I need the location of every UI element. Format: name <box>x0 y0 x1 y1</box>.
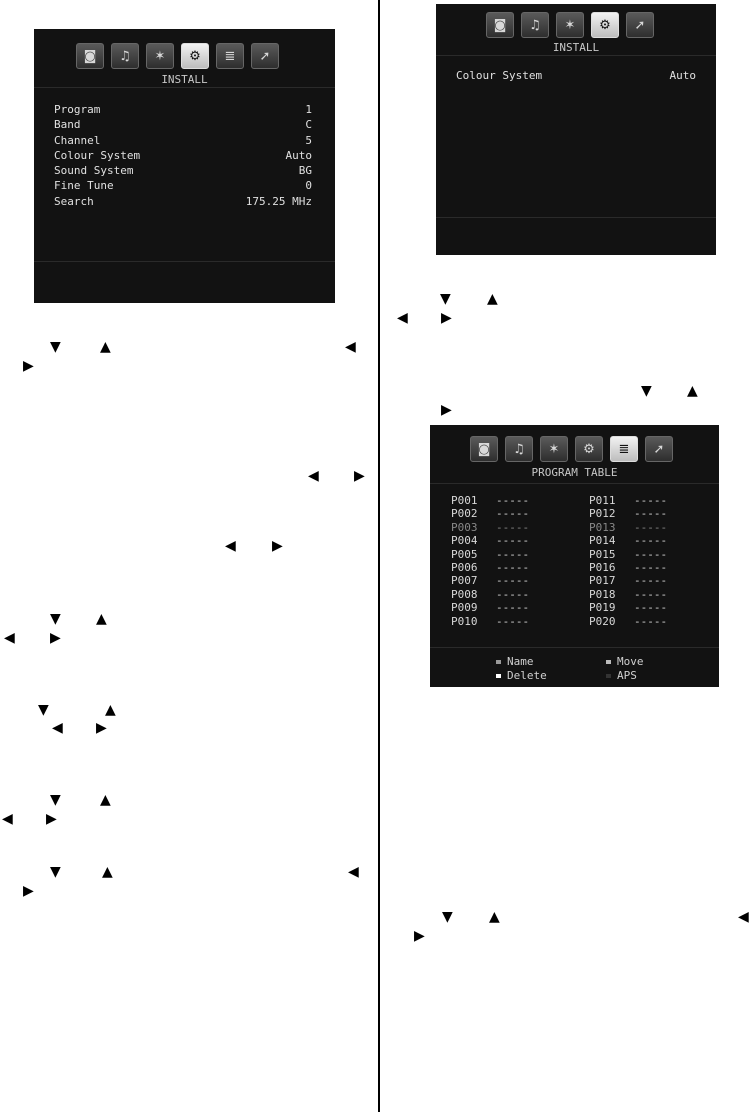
program-name: ----- <box>634 507 668 521</box>
program-number: P001 <box>451 494 478 507</box>
source-icon[interactable]: ➚ <box>645 436 673 462</box>
program-number: P019 <box>589 601 616 615</box>
menu-title: INSTALL <box>552 41 600 54</box>
color-key-legend <box>430 425 719 687</box>
setting-label: Band <box>54 118 81 132</box>
program-number: P011 <box>589 494 616 507</box>
install-icon[interactable]: ⚙ <box>575 436 603 462</box>
setting-row-search[interactable] <box>54 194 312 209</box>
down-arrow-icon: ▼ <box>50 611 61 627</box>
feature-icon[interactable]: ✶ <box>146 43 174 69</box>
setting-row-sound-system[interactable] <box>54 163 312 178</box>
left-arrow-icon: ◀ <box>397 310 408 326</box>
source-icon[interactable]: ➚ <box>251 43 279 69</box>
right-arrow-icon: ▶ <box>23 358 34 374</box>
setting-label: Sound System <box>54 164 134 178</box>
setting-row-colour-system[interactable] <box>456 68 696 83</box>
up-arrow-icon: ▲ <box>105 702 116 718</box>
up-arrow-icon: ▲ <box>96 611 107 627</box>
right-arrow-icon: ▶ <box>96 720 107 736</box>
down-arrow-icon: ▼ <box>50 339 61 355</box>
menu-separator <box>34 87 335 88</box>
legend-aps[interactable] <box>606 669 637 682</box>
program-name: ----- <box>496 520 530 534</box>
legend-delete[interactable] <box>496 669 547 682</box>
left-arrow-icon: ◀ <box>225 538 236 554</box>
right-arrow-icon: ▶ <box>441 310 452 326</box>
setting-value: Auto <box>285 148 312 162</box>
legend-delete-label: Delete <box>507 669 547 682</box>
setting-value: 0 <box>305 179 312 193</box>
down-arrow-icon: ▼ <box>50 792 61 808</box>
picture-icon[interactable]: ◙ <box>76 43 104 69</box>
program-number: P016 <box>589 560 616 574</box>
program-name: ----- <box>634 587 668 601</box>
setting-value: Auto <box>669 69 696 82</box>
setting-value: 175.25 MHz <box>245 194 312 208</box>
picture-icon[interactable]: ◙ <box>470 436 498 462</box>
program-name: ----- <box>634 494 668 507</box>
down-arrow-icon: ▼ <box>442 909 453 925</box>
menu-icon-bar <box>486 12 654 38</box>
left-arrow-icon: ◀ <box>52 720 63 736</box>
program-number: P006 <box>451 560 478 574</box>
setting-row-program[interactable] <box>54 102 312 117</box>
legend-move[interactable] <box>606 655 644 668</box>
legend-move-label: Move <box>617 655 644 668</box>
setting-value: C <box>305 118 312 132</box>
setting-label: Fine Tune <box>54 179 114 193</box>
down-arrow-icon: ▼ <box>641 383 652 399</box>
setting-value: 1 <box>305 103 312 116</box>
source-icon[interactable]: ➚ <box>626 12 654 38</box>
setting-row-fine-tune[interactable] <box>54 178 312 193</box>
program-name: ----- <box>634 547 668 561</box>
setting-value: BG <box>298 164 312 178</box>
install-settings-list <box>456 68 696 83</box>
right-arrow-icon: ▶ <box>50 630 61 646</box>
program-number: P008 <box>451 587 478 601</box>
sound-icon[interactable]: ♫ <box>505 436 533 462</box>
setting-row-band[interactable] <box>54 117 312 132</box>
feature-icon[interactable]: ✶ <box>540 436 568 462</box>
right-arrow-icon: ▶ <box>441 402 452 418</box>
setting-label: Colour System <box>456 69 543 82</box>
up-arrow-icon: ▲ <box>489 909 500 925</box>
down-arrow-icon: ▼ <box>440 291 451 307</box>
right-arrow-icon: ▶ <box>23 883 34 899</box>
program-number: P007 <box>451 574 478 588</box>
right-arrow-icon: ▶ <box>46 811 57 827</box>
program-number: P005 <box>451 547 478 561</box>
menu-title: INSTALL <box>161 73 208 86</box>
program-number: P020 <box>589 614 616 628</box>
install-colour-screen <box>436 4 716 255</box>
up-arrow-icon: ▲ <box>102 864 113 880</box>
program-name: ----- <box>496 587 530 601</box>
left-arrow-icon: ◀ <box>345 339 356 355</box>
setting-label: Channel <box>54 133 101 147</box>
program-table-icon[interactable]: ≣ <box>610 436 638 462</box>
program-name: ----- <box>634 574 668 588</box>
setting-row-colour-system[interactable] <box>54 148 312 163</box>
program-number: P012 <box>589 507 616 521</box>
install-settings-list <box>54 102 312 209</box>
legend-name-label: Name <box>507 655 534 668</box>
right-arrow-icon: ▶ <box>272 538 283 554</box>
down-arrow-icon: ▼ <box>38 702 49 718</box>
program-table-icon[interactable]: ≣ <box>216 43 244 69</box>
picture-icon[interactable]: ◙ <box>486 12 514 38</box>
left-arrow-icon: ◀ <box>2 811 13 827</box>
program-number: P015 <box>589 547 616 561</box>
sound-icon[interactable]: ♫ <box>111 43 139 69</box>
program-name: ----- <box>496 547 530 561</box>
program-name: ----- <box>496 507 530 521</box>
program-number: P017 <box>589 574 616 588</box>
program-number: P018 <box>589 587 616 601</box>
program-name: ----- <box>496 601 530 615</box>
legend-aps-label: APS <box>617 669 637 682</box>
up-arrow-icon: ▲ <box>100 339 111 355</box>
menu-icon-bar <box>76 43 279 69</box>
up-arrow-icon: ▲ <box>487 291 498 307</box>
install-icon[interactable]: ⚙ <box>591 12 619 38</box>
program-name: ----- <box>496 534 530 548</box>
program-name: ----- <box>496 614 530 628</box>
right-arrow-icon: ▶ <box>414 928 425 944</box>
left-arrow-icon: ◀ <box>308 468 319 484</box>
program-name: ----- <box>634 560 668 574</box>
blue-key-icon <box>606 674 611 678</box>
down-arrow-icon: ▼ <box>50 864 61 880</box>
program-name: ----- <box>496 574 530 588</box>
program-name: ----- <box>634 601 668 615</box>
green-key-icon <box>606 660 611 664</box>
left-arrow-icon: ◀ <box>348 864 359 880</box>
menu-separator <box>436 217 716 218</box>
program-number: P003 <box>451 520 478 534</box>
program-name: ----- <box>634 614 668 628</box>
feature-icon[interactable]: ✶ <box>556 12 584 38</box>
left-arrow-icon: ◀ <box>4 630 15 646</box>
program-number: P010 <box>451 614 478 628</box>
program-number: P002 <box>451 507 478 521</box>
sound-icon[interactable]: ♫ <box>521 12 549 38</box>
left-arrow-icon: ◀ <box>738 909 749 925</box>
up-arrow-icon: ▲ <box>100 792 111 808</box>
menu-separator <box>436 55 716 56</box>
right-arrow-icon: ▶ <box>354 468 365 484</box>
program-table-screen <box>430 425 719 687</box>
program-name: ----- <box>634 534 668 548</box>
menu-separator <box>34 261 335 262</box>
setting-label: Program <box>54 103 101 116</box>
program-number: P014 <box>589 534 616 548</box>
setting-label: Colour System <box>54 148 141 162</box>
program-name: ----- <box>496 560 530 574</box>
program-number: P013 <box>589 520 616 534</box>
setting-value: 5 <box>305 133 312 147</box>
program-name: ----- <box>634 520 668 534</box>
menu-title: PROGRAM TABLE <box>531 466 618 479</box>
setting-row-channel[interactable] <box>54 133 312 148</box>
program-number: P004 <box>451 534 478 548</box>
red-key-icon <box>496 660 501 664</box>
up-arrow-icon: ▲ <box>687 383 698 399</box>
legend-name[interactable] <box>496 655 534 668</box>
setting-label: Search <box>54 194 94 208</box>
yellow-key-icon <box>496 674 501 678</box>
program-number: P009 <box>451 601 478 615</box>
column-divider <box>378 0 380 1112</box>
install-icon[interactable]: ⚙ <box>181 43 209 69</box>
program-name: ----- <box>496 494 530 507</box>
install-menu-screen <box>34 29 335 303</box>
